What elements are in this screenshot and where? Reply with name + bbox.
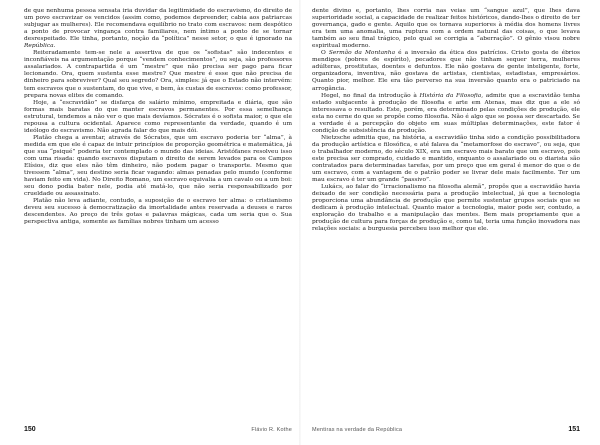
italic-title-run: História da Filosofia bbox=[419, 92, 482, 99]
right-page-text bbox=[312, 8, 580, 234]
paragraph bbox=[312, 50, 580, 92]
paragraph bbox=[24, 198, 292, 226]
left-page-number: 150 bbox=[24, 426, 36, 433]
page-gutter bbox=[299, 0, 301, 445]
left-running-head: Flávio R. Kothe bbox=[251, 427, 292, 433]
paragraph bbox=[24, 50, 292, 99]
text-run: Platão não leva adiante, contudo, a suposição de o escravo ter alma: o cristianismo deveu seu sucesso à democratização da imortalidade antes reservada a deuses e raros descendentes. Ao preço de três gotas e palavras mágicas, cada um seria que o. Sua perspectiva antiga, somente as famílias nobres tinham um acesso bbox=[24, 198, 292, 226]
text-run: Lukács, ao falar do “irracionalismo na filosofia alemã”, propôs que a escravidão havia deixado de ser condição necessária para a produção intelectual, já que a tecnologia proporciona uma abundância de produção que permite sustentar grupos sociais que se dedicam à produção intelectual. Quanto maior a tecnologia, maior pode ser, contudo, a exploração do trabalho e a manipulação das mentes. Bem mais propriamente que a produção de cultura para forças de produção e, como tal, teria uma função inovadora nas relações sociais: a burguesia percebeu isso melhor que ele. bbox=[312, 184, 580, 233]
right-page-number: 151 bbox=[568, 426, 580, 433]
right-running-head: Mentiras na verdade da República bbox=[312, 427, 403, 433]
text-run: dente divino e, portanto, lhes corria nas veias um “sangue azul”, que lhes dava superioridade social, a capacidade de realizar feitos históricos, dando-lhes o direito de ter governança, gado e gente. Aquilo que os tornava superiores à média dos homens livres era tem uma anomalia, uma ruptura com a ordem natural das coisas, o que levava também ao seu final trágico, pelo qual se corrigia a “aberração”. O gênio visou nobre espiritual moderno. bbox=[312, 8, 580, 50]
paragraph bbox=[24, 100, 292, 135]
right-page-footer bbox=[312, 423, 580, 433]
text-run: Platão chega a aventar, através de Sócrates, que um escravo poderia ter “alma”, à medida em que ele é capaz de intuir princípios de proporção geométrica e matemática, já que sua “psiqué” poderia ter contemplado o mundo das ideias. Aristófanes resolveu isso com uma risada: quando escravos disputam o direito de serem levados para os Campos Elísios, diz que eles não têm dinheiro, não podem pagar o transporte. Mesmo que tivessem “alma”, seu destino seria ficar vagando: almas penadas pelo mundo (conforme haviam feito em vida). No Direito Romano, um escravo equivalia a um cavalo ou a um boi: seu dono podia bater nele, podia até matá-lo, que não seria responsabilizado por crueldade ou assassinato. bbox=[24, 134, 292, 198]
text-run: . bbox=[53, 43, 56, 50]
italic-title-run: República bbox=[24, 43, 54, 50]
text-run: de que nenhuma pessoa sensata iria duvidar da legitimidade do escravismo, do direito de um povo escravizar os vencidos (assim como, podemos depreender, cabia aos patriarcas subjugar as mulheres). Ele recomendava equilíbrio no trato com escravos: nem despótico a ponto de provocar vingança contra familiares, nem íntimo a ponto de se tornar desrespeitado. Ele tinha, portanto, noção da “política” nesse setor, o que é ignorado na bbox=[24, 8, 292, 43]
left-page-footer bbox=[24, 423, 292, 433]
paragraph bbox=[24, 8, 292, 50]
paragraph bbox=[312, 8, 580, 50]
text-run: O bbox=[321, 50, 329, 57]
italic-title-run: Sermão da Montanha bbox=[328, 50, 396, 57]
text-run: é a inversão da ética dos patrícios. Cristo gosta de ébrios mendigos (pobres de espírito), pecadores que não tinham sequer terra, mulheres adúlteras, prostitutas, doentes e defuntos. Ele não gostava de gente inteligente, forte, organizadora, inventiva, não gostava de artistas, cientistas, estadistas, empresários. Quanto pior, melhor. Ele era tão perverso na sua inversão quanto era o patriciado na arrogância. bbox=[312, 50, 580, 92]
text-run: Reiteradamente tem-se nele a assertiva de que os “sofistas” são indecentes e inconfiáveis na argumentação porque “vendem conhecimentos”, ou seja, são professores assalariados. A contrapartida é um “mestre” que não precisa ser pago para ficar lecionando. Ora, quem sustenta esse mestre? Que mestre é esse que não precisa de dinheiro para sobreviver? Qual seu segredo? Ora, simples: já que o Estado não intervém: tem escravos que o sustentam, do que vive, e bem, às custas de escravos: como professor, prepara novas elites de comando. bbox=[24, 50, 292, 99]
paragraph bbox=[24, 135, 292, 198]
text-run: Hegel, no final da introdução à bbox=[321, 92, 420, 99]
left-page bbox=[24, 8, 292, 433]
right-page bbox=[312, 8, 580, 433]
paragraph bbox=[312, 184, 580, 233]
text-run: Hoje, a “escravidão” se disfarça de salário mínimo, empreitada e diária, que são formas mais baratas do que manter escravos permanentes. Por essa semelhança estrutural, tendemos a não ver o que mais devíamos. Sócrates é o sofista maior, o que ele repousa a cultura ocidental. Aparece como representante da verdade, quando é um ideólogo do escravismo. Não agrada falar do que mais dói. bbox=[24, 99, 292, 134]
left-page-text bbox=[24, 8, 292, 226]
paragraph bbox=[312, 135, 580, 184]
paragraph bbox=[312, 93, 580, 135]
text-run: Nietzsche admitia que, na história, a escravidão tinha sido a condição possibilitadora da produção artística e filosófica, e até falava da “metamorfose do escravo”, ou seja, que o trabalhador moderno, do século XIX, era um escravo mais barato que um escravo, pois este precisa ser comprado, cuidado e mantido, enquanto o assalariado ou o diarista são contratados para determinadas tarefas, por um preço que em geral é menor do que o de um escravo, com a vantagem de o patrão poder se livrar dele mais facilmente. Ter um mau escravo é ter um grande “passivo”. bbox=[312, 134, 580, 184]
text-run: , admite que a escravidão tenha estado subjacente à produção de filosofia e arte em Atenas, mas diz que a ele só interessava o resultado. Este, porém, era determinado pelas condições de produção, ele esta no cerne do que se propõe como filosofia. Não é algo que se possa ser descartado. Se a verdade é a percepção do objeto em suas múltiplas determinações, este fator é condição de subsistência da produção. bbox=[312, 92, 580, 134]
